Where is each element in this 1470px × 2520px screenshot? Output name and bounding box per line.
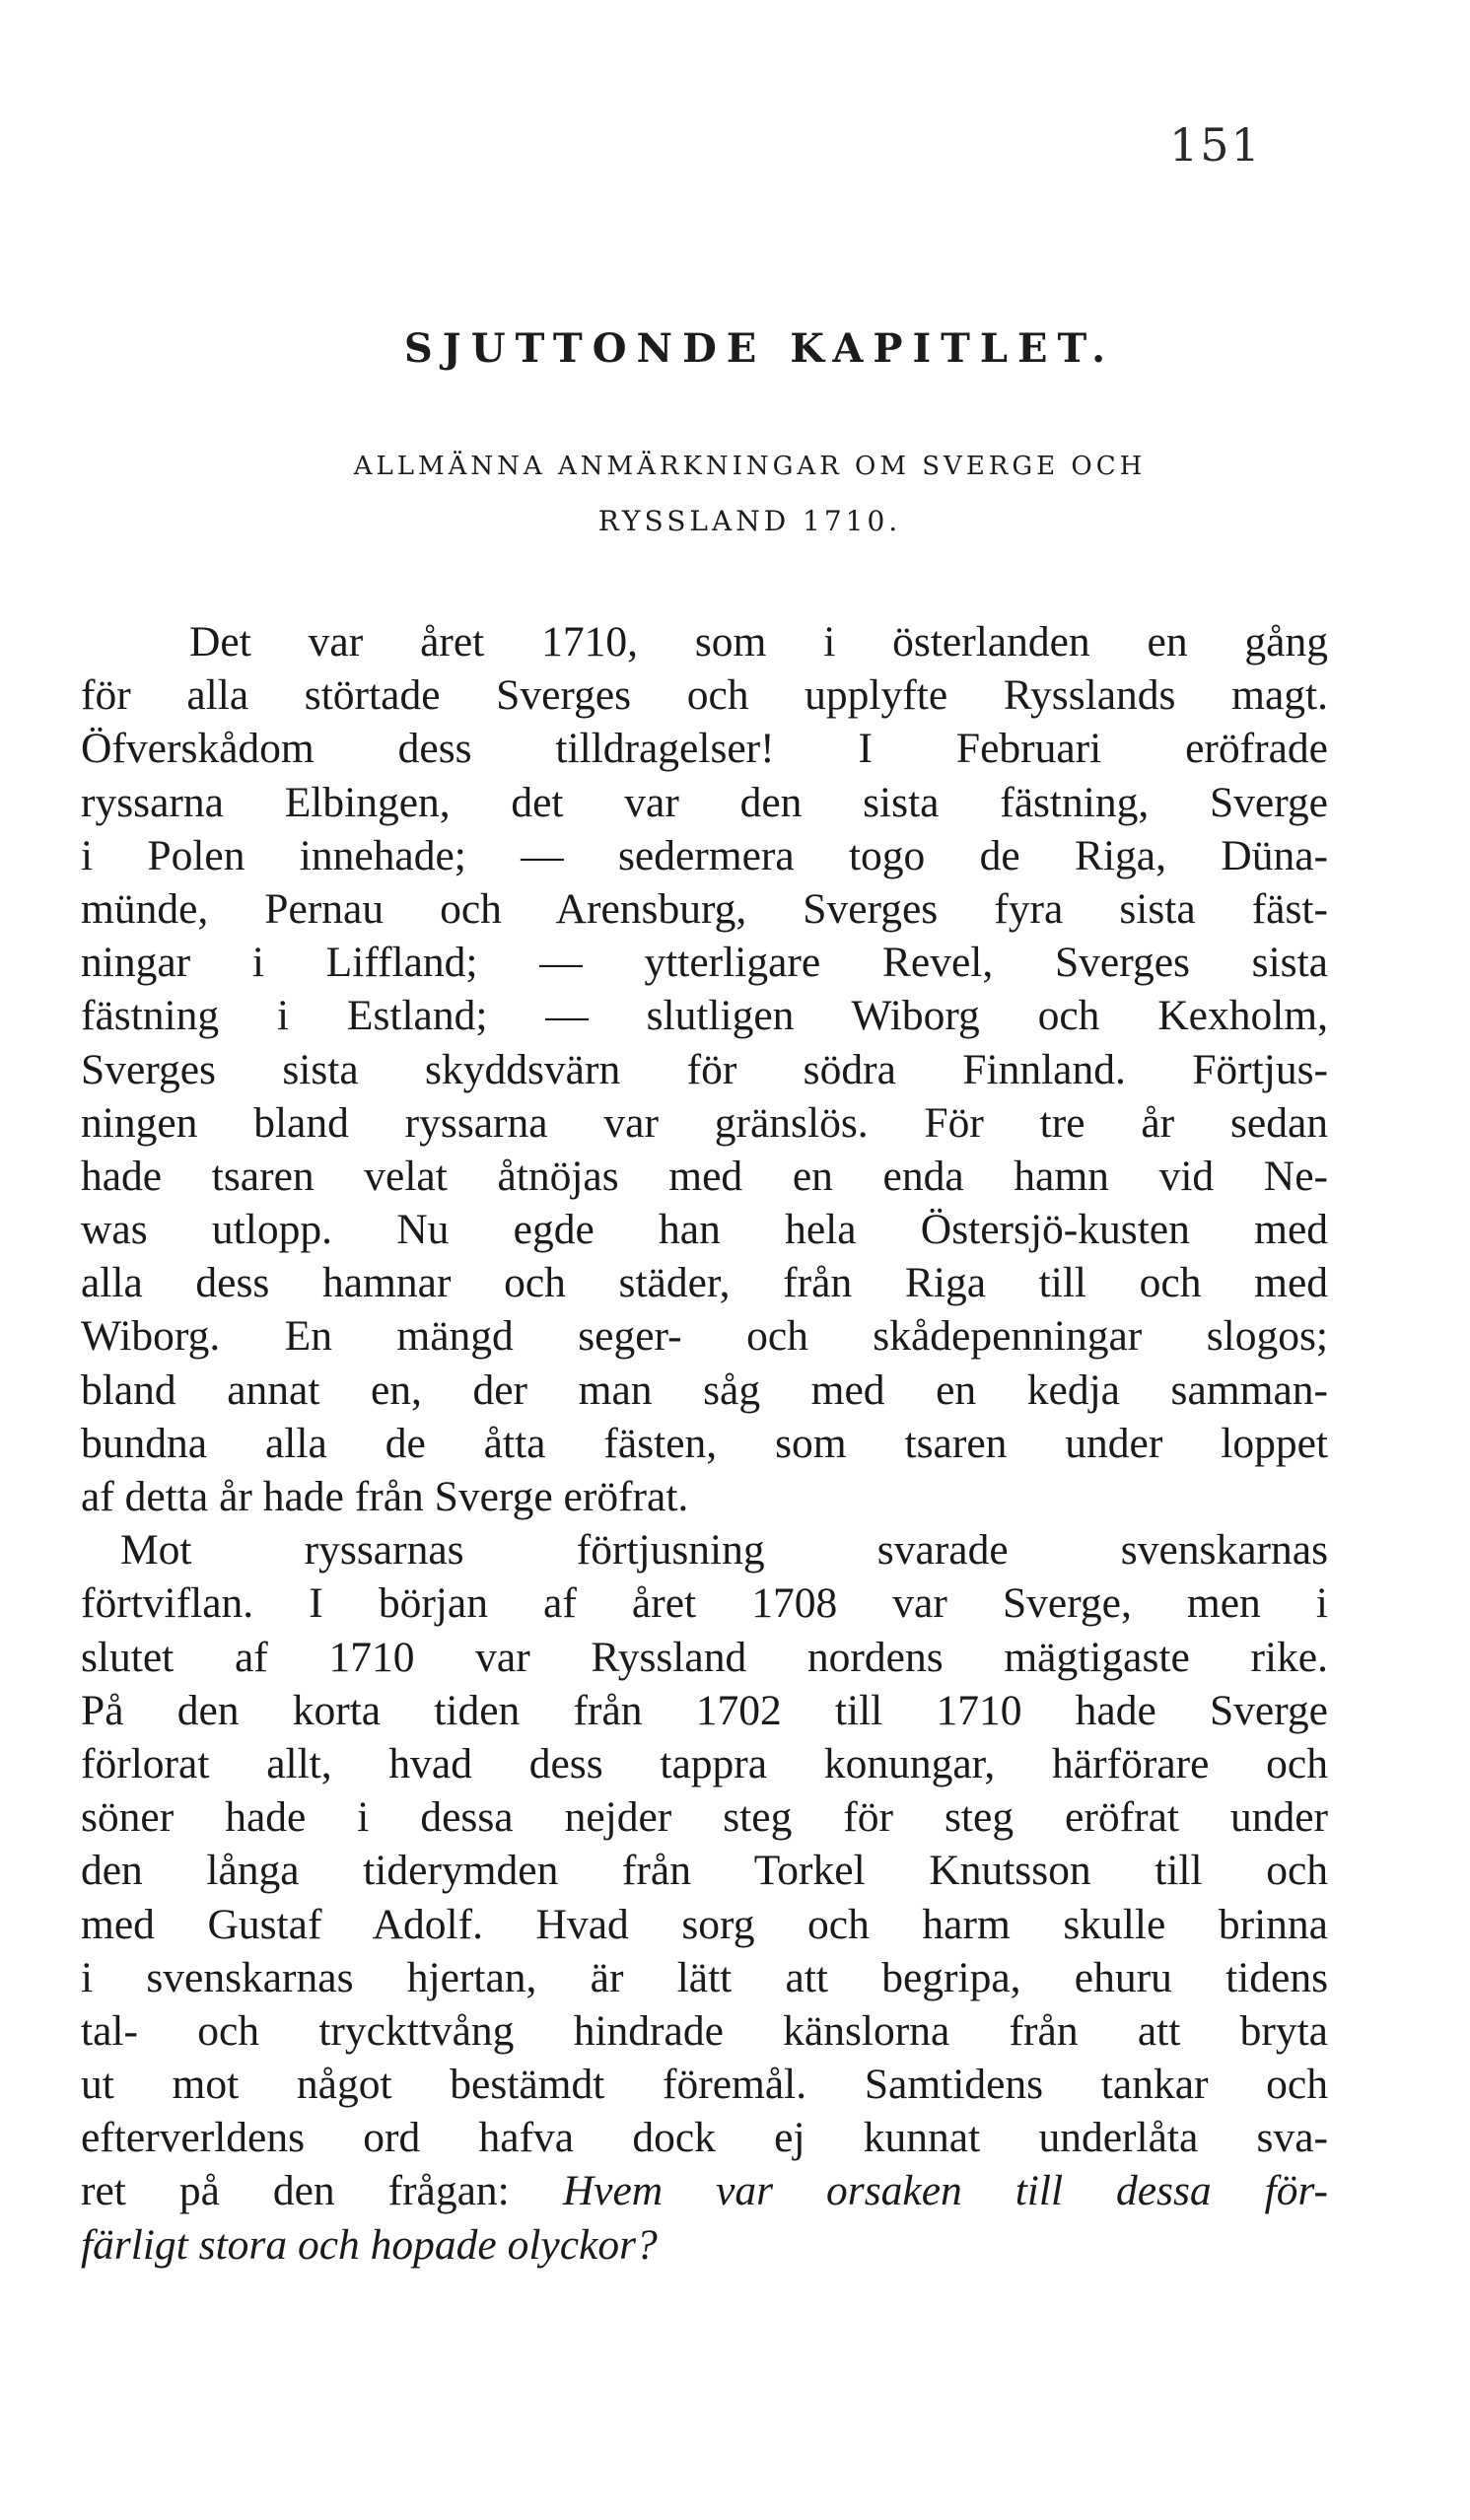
- text-line-plain: ret på den frågan:: [81, 2167, 510, 2215]
- text-line: med Gustaf Adolf. Hvad sorg och harm skulle brinna: [81, 1900, 1328, 1948]
- text-line: ningar i Liffland; — ytterligare Revel, Sverges sista: [81, 939, 1328, 987]
- text-line: Öfverskådom dess tilldragelser! I Februari eröfrade: [81, 725, 1328, 773]
- text-line: förlorat allt, hvad dess tappra konungar, härförare och: [81, 1739, 1328, 1787]
- text-line: af detta år hade från Sverge eröfrat.: [81, 1473, 689, 1520]
- text-line: Sverges sista skyddsvärn för södra Finnland. Förtjus-: [81, 1045, 1328, 1093]
- text-line: På den korta tiden från 1702 till 1710 hade Sverge: [81, 1686, 1328, 1734]
- text-line: fästning i Estland; — slutligen Wiborg och Kexholm,: [81, 992, 1328, 1040]
- text-line: was utlopp. Nu egde han hela Östersjö-kusten med: [81, 1206, 1328, 1254]
- text-line: efterverldens ord hafva dock ej kunnat underlåta sva-: [81, 2114, 1328, 2162]
- chapter-title: SJUTTONDE KAPITLET.: [403, 325, 1116, 372]
- text-line: den långa tiderymden från Torkel Knutsson till och: [81, 1847, 1328, 1895]
- chapter-subtitle-line-2: RYSSLAND 1710.: [597, 505, 902, 537]
- body-text: [81, 615, 1328, 2272]
- text-line: [81, 2218, 1328, 2272]
- text-line: Mot ryssarnas förtjusning svarade svenskarnas: [120, 1526, 1328, 1575]
- text-line-italic: färligt stora och hopade olyckor?: [81, 2220, 658, 2269]
- text-line: ut mot något bestämdt föremål. Samtidens tankar och: [81, 2061, 1328, 2109]
- text-line: i svenskarnas hjertan, är lätt att begripa, ehuru tidens: [81, 1953, 1328, 2001]
- text-line: tal- och tryckttvång hindrade känslorna från att bryta: [81, 2006, 1328, 2055]
- text-line-italic: Hvem var orsaken till dessa för-: [562, 2167, 1328, 2215]
- text-line: för alla störtade Sverges och upplyfte Rysslands magt.: [81, 671, 1328, 720]
- text-line: förtviflan. I början af året 1708 var Sverge, men i: [81, 1579, 1328, 1628]
- chapter-subtitle-line-1: ALLMÄNNA ANMÄRKNINGAR OM SVERGE OCH: [353, 452, 1147, 481]
- text-line: alla dess hamnar och städer, från Riga till och med: [81, 1259, 1328, 1307]
- text-line: hade tsaren velat åtnöjas med en enda hamn vid Ne-: [81, 1152, 1328, 1200]
- text-line: bland annat en, der man såg med en kedja samman-: [81, 1365, 1328, 1414]
- text-line: Wiborg. En mängd seger- och skådepenningar slogos;: [81, 1312, 1328, 1361]
- text-line: bundna alla de åtta fästen, som tsaren under loppet: [81, 1419, 1328, 1467]
- text-line: söner hade i dessa nejder steg för steg eröfrat under: [81, 1793, 1328, 1842]
- text-line: i Polen innehade; — sedermera togo de Riga, Düna-: [81, 831, 1328, 879]
- text-line: Det var året 1710, som i österlanden en gång: [189, 618, 1328, 665]
- text-line: münde, Pernau och Arensburg, Sverges fyra sista fäst-: [81, 884, 1328, 933]
- page-number: 151: [1169, 118, 1262, 172]
- text-line: ningen bland ryssarna var gränslös. För tre år sedan: [81, 1098, 1328, 1147]
- text-line: slutet af 1710 var Ryssland nordens mägtigaste rike.: [81, 1633, 1328, 1681]
- text-line: ryssarna Elbingen, det var den sista fästning, Sverge: [81, 778, 1328, 826]
- text-line: [81, 2164, 1328, 2217]
